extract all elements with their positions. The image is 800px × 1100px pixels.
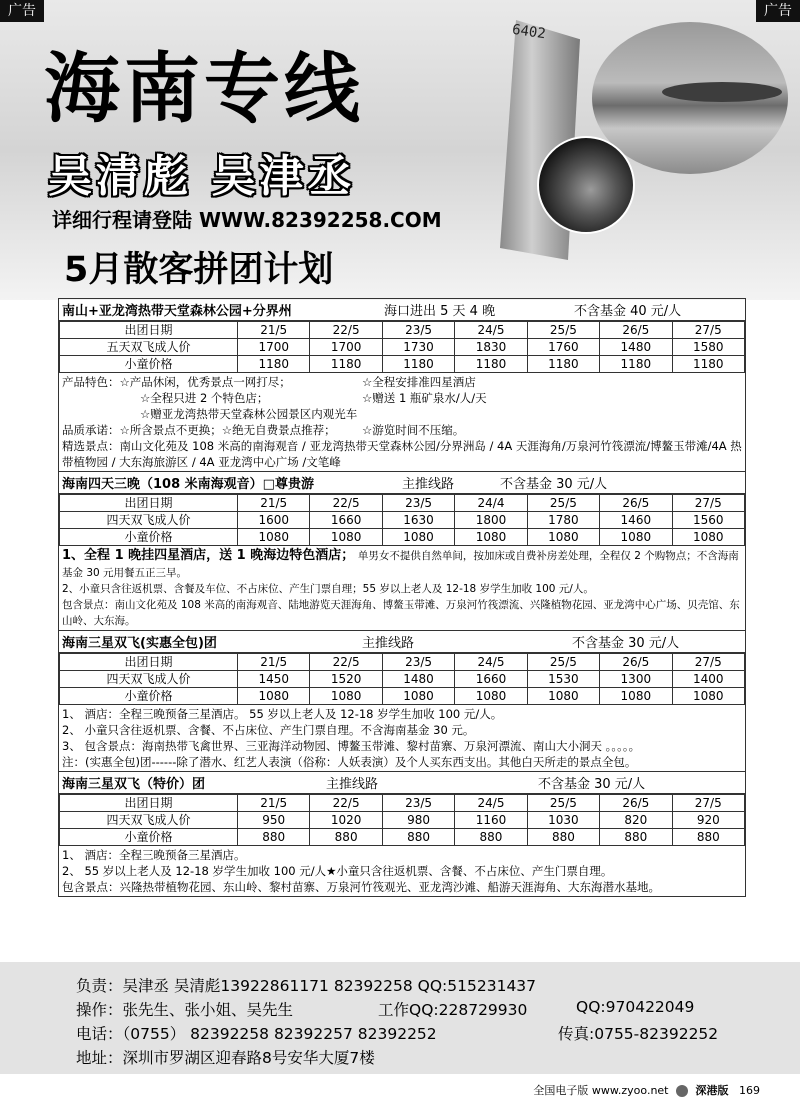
date-cell: 22/5 (310, 322, 382, 339)
tour-route: 主推线路 (362, 636, 415, 651)
feature-line: ☆赠亚龙湾热带天堂森林公园景区内观光车 (140, 407, 358, 421)
price-cell: 1580 (672, 339, 744, 356)
price-cell: 1080 (527, 688, 599, 705)
tour-name: 南山+亚龙湾热带天堂森林公园+分界州 (62, 304, 292, 319)
work-qq: 工作QQ:228729930 (378, 1001, 528, 1019)
price-cell: 1760 (527, 339, 599, 356)
price-cell: 920 (672, 812, 744, 829)
table-row (60, 495, 745, 512)
footer-text (533, 1082, 760, 1098)
row-label: 小童价格 (60, 356, 238, 373)
price-cell: 1180 (600, 356, 672, 373)
quality-promise: ☆游览时间不压缩。 (362, 423, 465, 437)
price-cell: 1080 (672, 529, 744, 546)
date-cell: 27/5 (672, 495, 744, 512)
edition-site: 全国电子版 www.zyoo.net (533, 1084, 669, 1097)
price-cell: 1730 (382, 339, 454, 356)
price-cell: 1450 (238, 671, 310, 688)
price-cell: 1830 (455, 339, 527, 356)
ad-label-left: 广告 (0, 0, 44, 22)
date-cell: 26/5 (600, 654, 672, 671)
price-cell: 880 (382, 829, 454, 846)
date-cell: 26/5 (600, 322, 672, 339)
date-cell: 22/5 (310, 654, 382, 671)
note-line: 包含景点：兴隆热带植物花园、东山岭、黎村苗寨、万泉河竹筏观光、亚龙湾沙滩、船游天涯海角、大东海潜水基地。 (62, 880, 660, 894)
table-row (60, 356, 745, 373)
tour-fund: 不含基金 30 元/人 (500, 477, 608, 492)
website-line: 详细行程请登陆 WWW.82392258.COM (52, 208, 442, 232)
tour-features (59, 373, 745, 472)
table-header-cell: 出团日期 (60, 495, 238, 512)
table-header-cell: 出团日期 (60, 795, 238, 812)
tour-name: 海南三星双飞（特价）团 (62, 777, 206, 792)
price-cell: 1080 (672, 688, 744, 705)
date-cell: 23/5 (382, 322, 454, 339)
price-cell: 1700 (310, 339, 382, 356)
note-line (62, 547, 742, 581)
price-cell: 880 (238, 829, 310, 846)
main-title: 海南专线 (44, 44, 364, 133)
tour-name: 海南三星双飞(实惠全包)团 (62, 636, 217, 651)
note-line: 1、 酒店：全程三晚预备三星酒店。 55 岁以上老人及 12-18 岁学生加收 100 元/人。 (62, 707, 503, 721)
price-cell: 1300 (600, 671, 672, 688)
row-label: 小童价格 (60, 529, 238, 546)
note-line: 注：(实惠全包)团------除了潜水、红艺人表演（俗称：人妖表演）及个人买东西支出。其他白天所走的景点全包。 (62, 755, 637, 769)
price-cell: 1080 (382, 529, 454, 546)
plan-title: 5月散客拼团计划 (64, 250, 334, 290)
table-row (60, 529, 745, 546)
note-line: 1、 酒店：全程三晚预备三星酒店。 (62, 848, 246, 862)
tour-notes (59, 846, 745, 896)
ad-label-right: 广告 (756, 0, 800, 22)
row-label: 四天双飞成人价 (60, 671, 238, 688)
contact-line: 负责：吴津丞 吴清彪13922861171 82392258 QQ:515231437 (76, 977, 537, 995)
note-line: 2、 55 岁以上老人及 12-18 岁学生加收 100 元/人★小童只含往返机票、含餐、不占床位、产生门票自理。 (62, 864, 613, 878)
date-cell: 26/5 (600, 795, 672, 812)
price-cell: 1630 (382, 512, 454, 529)
note-line: 2、 小童只含往返机票、含餐、不占床位、产生门票自理。不含海南基金 30 元。 (62, 723, 475, 737)
price-cell: 950 (238, 812, 310, 829)
operator-line (76, 998, 695, 1020)
price-cell: 1080 (238, 529, 310, 546)
table-row (60, 812, 745, 829)
note-highlight: 1、全程 1 晚挂四星酒店，送 1 晚海边特色酒店； (62, 548, 355, 563)
price-cell: 880 (455, 829, 527, 846)
price-cell: 1180 (310, 356, 382, 373)
price-cell: 1080 (238, 688, 310, 705)
date-cell: 21/5 (238, 322, 310, 339)
price-table (59, 794, 745, 846)
date-cell: 21/5 (238, 795, 310, 812)
price-cell: 1800 (455, 512, 527, 529)
date-cell: 23/5 (382, 495, 454, 512)
fax-number: 传真:0755-82392252 (558, 1025, 719, 1043)
table-row (60, 795, 745, 812)
date-cell: 24/4 (455, 495, 527, 512)
note-detail: 单男女不提供自然单间，按加床或自费补房差处理，全程仅 2 个购物点；不含海南基金 30 元用餐五正三早。 (62, 550, 739, 579)
date-cell: 25/5 (527, 495, 599, 512)
price-cell: 880 (600, 829, 672, 846)
price-cell: 1080 (600, 529, 672, 546)
price-cell: 1080 (600, 688, 672, 705)
price-cell: 1030 (527, 812, 599, 829)
quality-promise: 品质承诺：☆所含景点不更换；☆绝无自费景点推荐； (62, 423, 336, 437)
price-cell: 1600 (238, 512, 310, 529)
tour-fund: 不含基金 30 元/人 (572, 636, 680, 651)
date-cell: 21/5 (238, 654, 310, 671)
date-cell: 25/5 (527, 795, 599, 812)
row-label: 小童价格 (60, 688, 238, 705)
date-cell: 24/5 (455, 795, 527, 812)
page-number: 169 (739, 1084, 760, 1097)
tour-route: 主推线路 (326, 777, 379, 792)
price-cell: 880 (310, 829, 382, 846)
date-cell: 26/5 (600, 495, 672, 512)
price-cell: 1530 (527, 671, 599, 688)
itinerary-blocks (58, 298, 746, 897)
block-title (59, 631, 745, 653)
table-header-cell: 出团日期 (60, 322, 238, 339)
performance-photo (537, 136, 635, 234)
feature-line: ☆全程安排准四星酒店 (362, 375, 476, 389)
price-cell: 1160 (455, 812, 527, 829)
table-row (60, 671, 745, 688)
note-line: 3、 包含景点：海南热带飞禽世界、三亚海洋动物园、博鳌玉带滩、黎村苗寨、万泉河漂流、南山大小洞天 。。。。。 (62, 739, 641, 753)
table-row (60, 829, 745, 846)
price-table (59, 321, 745, 373)
tour-fund: 不含基金 40 元/人 (574, 304, 682, 319)
block-title (59, 772, 745, 794)
price-cell: 1080 (455, 688, 527, 705)
tour-notes (59, 546, 745, 631)
page-footer (0, 1076, 800, 1100)
table-row (60, 688, 745, 705)
tour-notes (59, 705, 745, 772)
contact-footer (0, 962, 800, 1074)
date-cell: 24/5 (455, 654, 527, 671)
price-cell: 1180 (672, 356, 744, 373)
date-cell: 27/5 (672, 795, 744, 812)
feature-line: ☆赠送 1 瓶矿泉水/人/天 (362, 391, 487, 405)
tour-route: 主推线路 (402, 477, 455, 492)
price-cell: 1660 (310, 512, 382, 529)
price-cell: 1080 (382, 688, 454, 705)
price-cell: 1180 (238, 356, 310, 373)
date-cell: 25/5 (527, 654, 599, 671)
price-cell: 1080 (455, 529, 527, 546)
price-cell: 880 (527, 829, 599, 846)
price-cell: 1180 (527, 356, 599, 373)
date-cell: 23/5 (382, 654, 454, 671)
feature-line: ☆全程只进 2 个特色店； (140, 391, 269, 405)
row-label: 四天双飞成人价 (60, 512, 238, 529)
tour-name: 海南四天三晚（108 米南海观音）□尊贵游 (62, 477, 314, 492)
second-qq: QQ:970422049 (576, 998, 695, 1016)
date-cell: 27/5 (672, 322, 744, 339)
block-title (59, 472, 745, 494)
price-cell: 820 (600, 812, 672, 829)
row-label: 五天双飞成人价 (60, 339, 238, 356)
price-cell: 880 (672, 829, 744, 846)
address-line: 地址：深圳市罗湖区迎春路8号安华大厦7楼 (76, 1049, 375, 1067)
price-cell: 1080 (310, 529, 382, 546)
note-line: 包含景点：南山文化苑及 108 米高的南海观音、陆地游览天涯海角、博鳌玉带滩、万泉河竹筏漂流、兴隆植物花园、亚龙湾中心广场、贝壳馆、东山岭、大东海。 (62, 599, 740, 627)
price-cell: 1520 (310, 671, 382, 688)
price-cell: 1400 (672, 671, 744, 688)
agent-names: 吴清彪 吴津丞 (48, 151, 356, 202)
price-cell: 1480 (382, 671, 454, 688)
price-cell: 1780 (527, 512, 599, 529)
date-cell: 22/5 (310, 795, 382, 812)
price-table (59, 653, 745, 705)
price-cell: 1480 (600, 339, 672, 356)
price-cell: 1660 (455, 671, 527, 688)
publisher-logo-icon (676, 1085, 688, 1097)
row-label: 四天双飞成人价 (60, 812, 238, 829)
date-cell: 22/5 (310, 495, 382, 512)
price-cell: 1180 (382, 356, 454, 373)
table-row (60, 654, 745, 671)
date-cell: 25/5 (527, 322, 599, 339)
sail-number: 6402 (511, 21, 547, 43)
table-header-cell: 出团日期 (60, 654, 238, 671)
date-cell: 27/5 (672, 654, 744, 671)
table-row (60, 322, 745, 339)
price-cell: 1080 (310, 688, 382, 705)
note-line: 2、小童只含往返机票、含餐及车位、不占床位、产生门票自理；55 岁以上老人及 12-18 岁学生加收 100 元/人。 (62, 583, 594, 595)
row-label: 小童价格 (60, 829, 238, 846)
table-row (60, 512, 745, 529)
phone-numbers: 电话：（0755） 82392258 82392257 82392252 (76, 1025, 437, 1043)
feature-line: 产品特色：☆产品休闲，优秀景点一网打尽； (62, 375, 291, 389)
date-cell: 24/5 (455, 322, 527, 339)
date-cell: 21/5 (238, 495, 310, 512)
operator-names: 操作：张先生、张小姐、吴先生 (76, 1001, 294, 1019)
selected-sights: 精选景点：南山文化苑及 108 米高的南海观音 / 亚龙湾热带天堂森林公园/分界洲岛 / 4A 天涯海角/万泉河竹筏漂流/博鳌玉带滩/4A 热带植物园 / 大东海旅游区 / 4A 亚龙湾中心广场 /文笔峰 (62, 439, 742, 469)
date-cell: 23/5 (382, 795, 454, 812)
phone-line (76, 1022, 719, 1044)
price-cell: 1080 (527, 529, 599, 546)
hero-banner (0, 0, 800, 300)
price-cell: 980 (382, 812, 454, 829)
tour-route: 海口进出 5 天 4 晚 (384, 304, 496, 319)
price-cell: 1180 (455, 356, 527, 373)
price-cell: 1700 (238, 339, 310, 356)
edition-name: 深港版 (695, 1084, 729, 1097)
table-row (60, 339, 745, 356)
price-table (59, 494, 745, 546)
block-title (59, 299, 745, 321)
price-cell: 1460 (600, 512, 672, 529)
price-cell: 1020 (310, 812, 382, 829)
price-cell: 1560 (672, 512, 744, 529)
tour-fund: 不含基金 30 元/人 (538, 777, 646, 792)
